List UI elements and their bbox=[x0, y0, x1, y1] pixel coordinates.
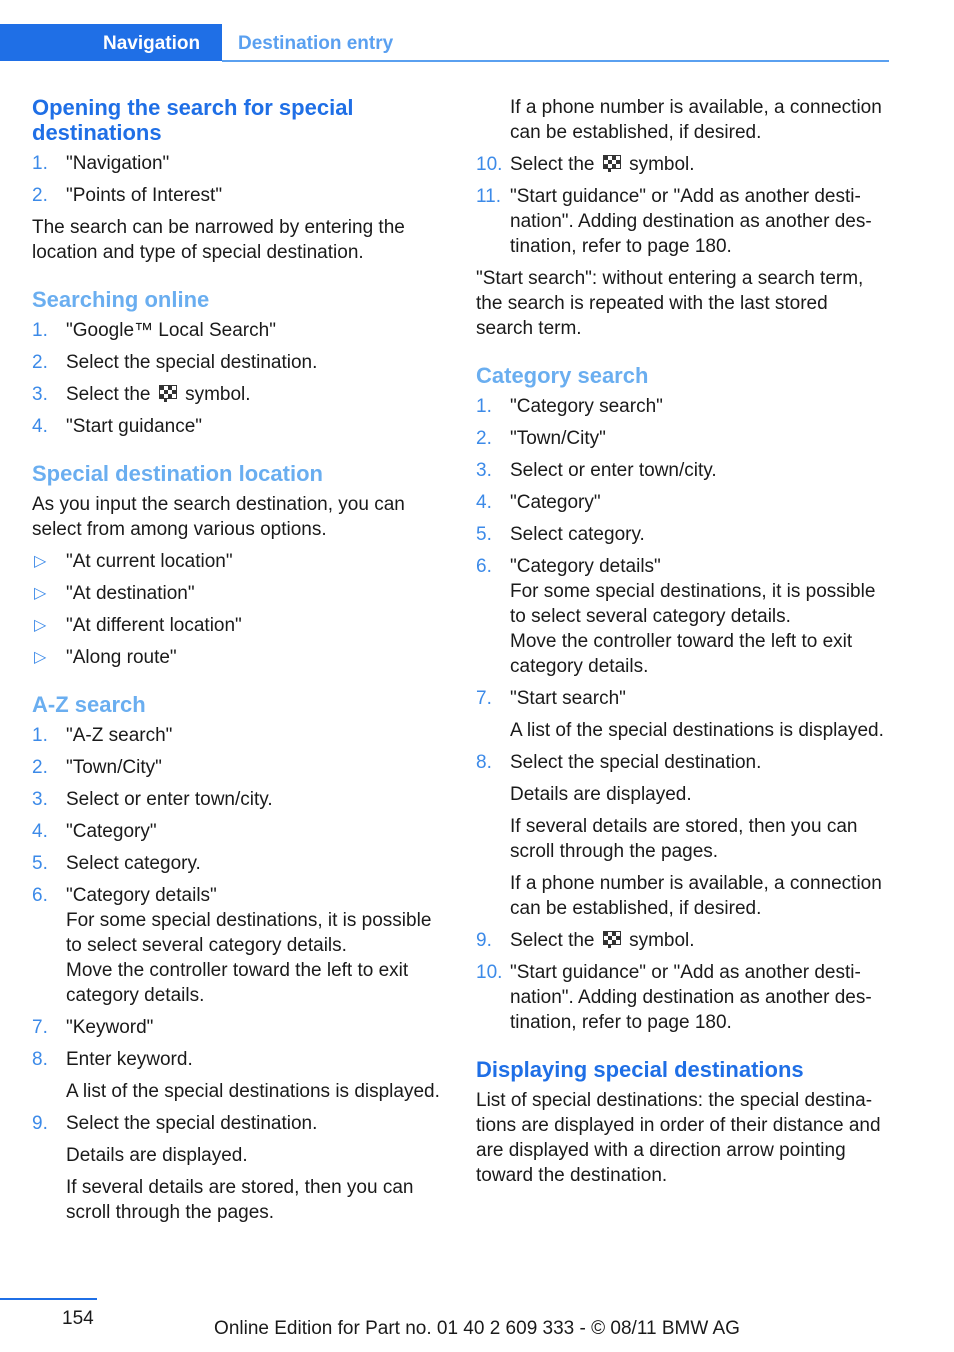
section-heading-displaying: Displaying special destinations bbox=[476, 1057, 804, 1082]
item-text: Select the bbox=[510, 930, 595, 951]
list-item bbox=[476, 686, 886, 743]
item-number: 3. bbox=[32, 384, 48, 405]
item-number: 2. bbox=[32, 352, 48, 373]
item-number: 6. bbox=[32, 885, 48, 906]
list-item bbox=[476, 522, 886, 547]
item-detail: Details are displayed. bbox=[66, 1145, 248, 1166]
page-number: 154 bbox=[62, 1308, 94, 1329]
item-detail: If a phone number is available, a connection can be established, if desired. bbox=[510, 97, 882, 143]
list-item bbox=[476, 184, 886, 259]
item-number: 4. bbox=[476, 492, 492, 513]
item-number: 7. bbox=[476, 688, 492, 709]
edition-note: Online Edition for Part no. 01 40 2 609 333 - © 08/11 BMW AG bbox=[214, 1318, 740, 1339]
list-item bbox=[32, 1111, 442, 1225]
header-divider bbox=[222, 60, 889, 62]
item-number: 10. bbox=[476, 154, 503, 175]
list-item bbox=[32, 382, 442, 407]
list-item bbox=[32, 183, 442, 208]
item-text: "Category" bbox=[66, 821, 157, 842]
item-detail: Details are displayed. bbox=[510, 784, 692, 805]
paragraph: The search can be narrowed by entering the location and type of special destination. bbox=[32, 217, 405, 263]
bullet-item bbox=[32, 549, 442, 574]
paragraph: "Start search": without entering a search term, the search is repeated with the last stored search term. bbox=[476, 268, 864, 339]
item-text-suffix: symbol. bbox=[185, 384, 251, 405]
item-number: 9. bbox=[32, 1113, 48, 1134]
bullet-item bbox=[32, 645, 442, 670]
item-text: "At current location" bbox=[66, 551, 233, 572]
list-item bbox=[476, 490, 886, 515]
item-text: "Start search" bbox=[510, 688, 626, 709]
section-heading-opening: Opening the search for special destinations bbox=[32, 95, 354, 145]
list-item bbox=[32, 819, 442, 844]
item-text-suffix: symbol. bbox=[629, 154, 695, 175]
item-text: "Start guidance" or "Add as another destination". Adding destination as another destination, refer to page 180. bbox=[510, 186, 872, 257]
triangle-bullet-icon: ▷ bbox=[34, 649, 47, 666]
list-item bbox=[32, 151, 442, 176]
item-number: 8. bbox=[476, 752, 492, 773]
item-number: 9. bbox=[476, 930, 492, 951]
footer-divider bbox=[0, 1298, 97, 1300]
item-text: Select or enter town/city. bbox=[510, 460, 717, 481]
right-column bbox=[476, 95, 886, 1195]
item-number: 3. bbox=[476, 460, 492, 481]
list-item bbox=[32, 318, 442, 343]
triangle-bullet-icon: ▷ bbox=[34, 617, 47, 634]
list-item bbox=[476, 152, 886, 177]
item-text: Select the special destination. bbox=[66, 1113, 318, 1134]
item-text: "Start guidance" bbox=[66, 416, 203, 437]
list-item bbox=[476, 750, 886, 921]
checkered-flag-icon bbox=[158, 385, 178, 403]
list-item bbox=[476, 928, 886, 953]
item-text: Select the special destination. bbox=[66, 352, 318, 373]
list-item bbox=[32, 755, 442, 780]
item-detail: If a phone number is available, a connection can be established, if desired. bbox=[510, 873, 882, 919]
list-item bbox=[32, 414, 442, 439]
item-text: Select category. bbox=[510, 524, 645, 545]
item-text: "Navigation" bbox=[66, 153, 170, 174]
item-detail: For some special destinations, it is possible to select several category details. bbox=[66, 910, 432, 956]
item-text: "At different location" bbox=[66, 615, 242, 636]
bullet-item bbox=[32, 581, 442, 606]
item-number: 3. bbox=[32, 789, 48, 810]
list-item bbox=[32, 350, 442, 375]
item-detail: If several details are stored, then you can scroll through the pages. bbox=[66, 1177, 414, 1223]
header-title: Navigation bbox=[103, 33, 201, 54]
section-heading-az-search: A-Z search bbox=[32, 692, 146, 717]
paragraph: List of special destinations: the special destinations are displayed in order of their distance and are displayed with a direction arrow pointing toward the destination. bbox=[476, 1090, 881, 1186]
item-text: Select category. bbox=[66, 853, 201, 874]
list-item bbox=[476, 458, 886, 483]
item-text: "Along route" bbox=[66, 647, 177, 668]
item-number: 2. bbox=[476, 428, 492, 449]
item-text: Select the bbox=[66, 384, 151, 405]
checkered-flag-icon bbox=[602, 931, 622, 949]
item-text: "Category details" bbox=[510, 556, 661, 577]
item-number: 2. bbox=[32, 757, 48, 778]
item-text: "Town/City" bbox=[510, 428, 606, 449]
checkered-flag-icon bbox=[602, 155, 622, 173]
header-subtitle: Destination entry bbox=[238, 33, 394, 54]
left-column bbox=[32, 95, 442, 1232]
section-heading-category-search: Category search bbox=[476, 363, 649, 388]
item-text: "Keyword" bbox=[66, 1017, 154, 1038]
section-heading-special-location: Special destination location bbox=[32, 461, 323, 486]
item-text: "Google™ Local Search" bbox=[66, 320, 276, 341]
list-item bbox=[476, 554, 886, 679]
item-text: "At destination" bbox=[66, 583, 195, 604]
item-number: 1. bbox=[32, 320, 48, 341]
item-text: "A-Z search" bbox=[66, 725, 173, 746]
item-detail: Move the controller toward the left to exit category details. bbox=[510, 631, 853, 677]
item-number: 11. bbox=[476, 186, 502, 207]
item-number: 1. bbox=[32, 725, 48, 746]
item-number: 4. bbox=[32, 416, 48, 437]
item-text: "Start guidance" or "Add as another destination". Adding destination as another destination, refer to page 180. bbox=[510, 962, 872, 1033]
item-text: "Category search" bbox=[510, 396, 663, 417]
item-number: 6. bbox=[476, 556, 492, 577]
list-item bbox=[32, 787, 442, 812]
item-number: 1. bbox=[32, 153, 48, 174]
item-number: 7. bbox=[32, 1017, 48, 1038]
item-text: "Category details" bbox=[66, 885, 217, 906]
list-item bbox=[32, 723, 442, 748]
item-detail: A list of the special destinations is displayed. bbox=[510, 720, 884, 741]
list-item bbox=[32, 1047, 442, 1104]
list-item bbox=[476, 394, 886, 419]
paragraph: As you input the search destination, you can select from among various options. bbox=[32, 494, 405, 540]
list-item bbox=[32, 883, 442, 1008]
item-text: "Town/City" bbox=[66, 757, 162, 778]
list-item-continued bbox=[476, 95, 886, 145]
list-item bbox=[32, 1015, 442, 1040]
list-item bbox=[32, 851, 442, 876]
item-number: 1. bbox=[476, 396, 492, 417]
item-number: 5. bbox=[32, 853, 48, 874]
item-number: 4. bbox=[32, 821, 48, 842]
item-detail: For some special destinations, it is possible to select several category details. bbox=[510, 581, 876, 627]
triangle-bullet-icon: ▷ bbox=[34, 585, 47, 602]
section-heading-searching-online: Searching online bbox=[32, 287, 210, 312]
list-item bbox=[476, 960, 886, 1035]
item-text: Select or enter town/city. bbox=[66, 789, 273, 810]
item-text-suffix: symbol. bbox=[629, 930, 695, 951]
item-number: 10. bbox=[476, 962, 503, 983]
list-item bbox=[476, 426, 886, 451]
item-number: 8. bbox=[32, 1049, 48, 1070]
item-detail: If several details are stored, then you can scroll through the pages. bbox=[510, 816, 858, 862]
item-number: 5. bbox=[476, 524, 492, 545]
item-text: "Points of Interest" bbox=[66, 185, 223, 206]
item-text: Select the special destination. bbox=[510, 752, 762, 773]
item-text: Enter keyword. bbox=[66, 1049, 193, 1070]
bullet-item bbox=[32, 613, 442, 638]
item-detail: A list of the special destinations is displayed. bbox=[66, 1081, 440, 1102]
item-text: "Category" bbox=[510, 492, 601, 513]
item-number: 2. bbox=[32, 185, 48, 206]
item-detail: Move the controller toward the left to exit category details. bbox=[66, 960, 409, 1006]
triangle-bullet-icon: ▷ bbox=[34, 553, 47, 570]
item-text: Select the bbox=[510, 154, 595, 175]
